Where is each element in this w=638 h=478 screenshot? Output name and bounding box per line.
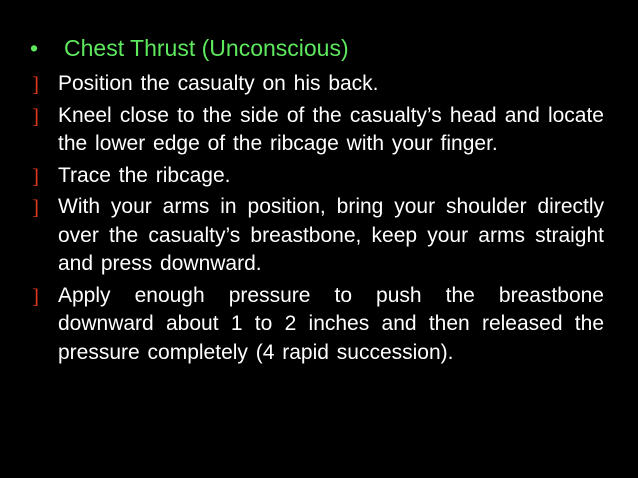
list-item [32, 70, 604, 99]
bullet-icon: ] [32, 283, 39, 308]
list-item [32, 102, 604, 159]
bullet-icon: ] [32, 72, 39, 96]
bullet-icon: ] [32, 163, 39, 188]
list-item-text: Kneel close to the side of the casualty’s head and locate the lower edge of the ribcage with your finger. [58, 103, 604, 155]
heading-text: Chest Thrust (Unconscious) [64, 35, 349, 61]
bullet-icon: ] [32, 195, 39, 219]
list-item-text: Position the casualty on his back. [58, 72, 379, 95]
heading-bullet: • [30, 35, 39, 61]
slide-heading [30, 34, 349, 62]
bullet-icon: ] [32, 103, 39, 128]
list-item [32, 162, 604, 191]
instruction-list [32, 70, 604, 370]
list-item [32, 193, 604, 279]
list-item [32, 282, 604, 368]
list-item-text: With your arms in position, bring your shoulder directly over the casualty’s breastbone, keep your arms straight and press downward. [58, 195, 604, 275]
list-item-text: Trace the ribcage. [58, 163, 231, 187]
list-item-text: Apply enough pressure to push the breastbone downward about 1 to 2 inches and then released the pressure completely (4 rapid succession). [58, 283, 604, 364]
